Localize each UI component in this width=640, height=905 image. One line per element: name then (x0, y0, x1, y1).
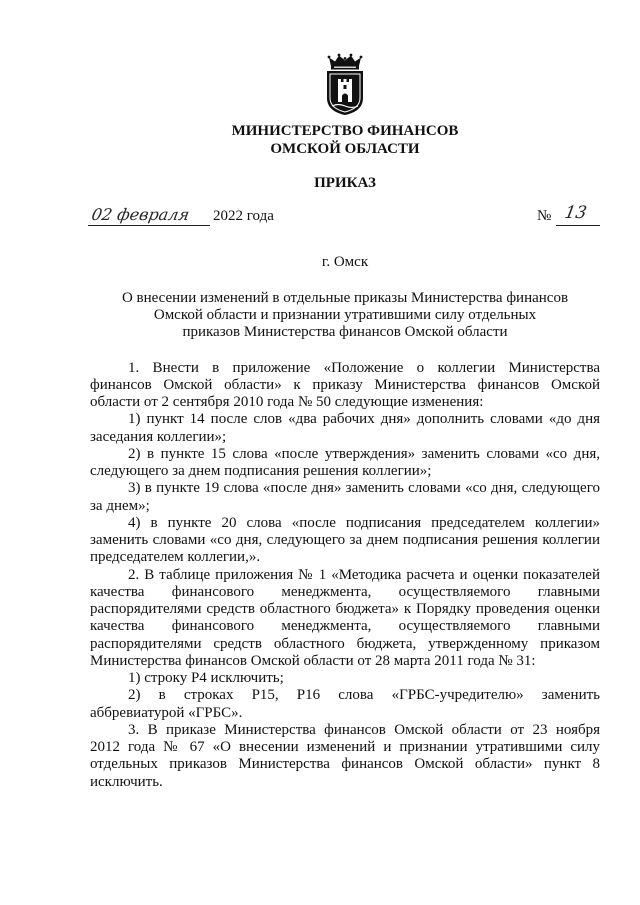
paragraph (90, 670, 600, 687)
text-line: заседания коллегии»; (90, 428, 227, 445)
handwritten-number: 13 (563, 203, 589, 223)
text-line: аббревиатурой «ГРБС». (90, 704, 243, 721)
number-underline (556, 225, 600, 226)
paragraph (90, 360, 600, 412)
ministry-name-line-1: МИНИСТЕРСТВО ФИНАНСОВ (231, 123, 459, 139)
text-line: финансов Омской области» к приказу Министерства финансов Омской (90, 376, 600, 393)
paragraph (90, 567, 600, 671)
paragraph (90, 446, 600, 481)
handwritten-date: 02 февраля (90, 205, 191, 224)
paragraph (90, 687, 600, 722)
text-line: 2) в пункте 15 слова «после утверждения» заменить словами «со дня, (128, 445, 600, 462)
paragraph (90, 515, 600, 567)
text-line: 1) пункт 14 после слов «два рабочих дня» дополнить словами «до дня (128, 411, 600, 428)
text-line: 3. В приказе Министерства финансов Омской области от 23 ноября (128, 721, 600, 738)
text-line: заменить словами «со дня, следующего за днем подписания решения коллегии (90, 532, 600, 548)
order-body (90, 360, 600, 791)
text-line: 2. В таблице приложения № 1 «Методика расчета и оценки показателей (128, 566, 600, 583)
text-line: 4) в пункте 20 слова «после подписания председателем коллегии» (128, 514, 600, 531)
order-title-line: О внесении изменений в отдельные приказы Министерства финансов (121, 289, 569, 306)
text-line: качества финансового менеджмента, осуществляемого главными (90, 583, 600, 600)
text-line: председателем коллегии,». (90, 549, 261, 566)
coat-of-arms-icon (322, 53, 368, 116)
order-title (90, 290, 600, 342)
date-underline (88, 225, 210, 226)
paragraph (90, 480, 600, 515)
text-line: Министерства финансов Омской области от 28 марта 2011 года № 31: (90, 652, 536, 669)
text-line: распорядителями средств областного бюджета» к Порядку проведения оценки (90, 601, 600, 617)
text-line: области от 2 сентября 2010 года № 50 следующие изменения: (90, 394, 484, 410)
date-year: 2022 года (213, 208, 274, 224)
text-line: отдельных приказов Министерства финансов Омской области» пункт 8 (90, 756, 600, 773)
text-line: следующего за днем подписания решения коллегии»; (90, 463, 432, 479)
text-line: распорядителями средств областного бюджета, утвержденному приказом (90, 635, 600, 652)
ministry-name-line-2: ОМСКОЙ ОБЛАСТИ (270, 141, 420, 157)
document-type: ПРИКАЗ (314, 175, 376, 191)
order-title-line: приказов Министерства финансов Омской области (182, 324, 508, 341)
text-line: исключить. (90, 773, 163, 790)
text-line: качества финансового менеджмента, осуществляемого главными (90, 618, 600, 635)
text-line: 1) строку Р4 исключить; (128, 670, 284, 686)
text-line: 1. Внести в приложение «Положение о коллегии Министерства (128, 359, 600, 376)
text-line: за днем»; (90, 497, 150, 514)
order-title-line: Омской области и признании утратившими силу отдельных (153, 306, 537, 323)
number-sign: № (537, 208, 552, 224)
city: г. Омск (321, 254, 369, 270)
paragraph (90, 411, 600, 446)
text-line: 3) в пункте 19 слова «после дня» заменить словами «со дня, следующего (128, 480, 600, 497)
text-line: 2) в строках Р15, Р16 слова «ГРБС-учредителю» заменить (128, 687, 600, 704)
text-line: 2012 года № 67 «О внесении изменений и признании утратившими силу (90, 739, 600, 755)
paragraph (90, 722, 600, 791)
